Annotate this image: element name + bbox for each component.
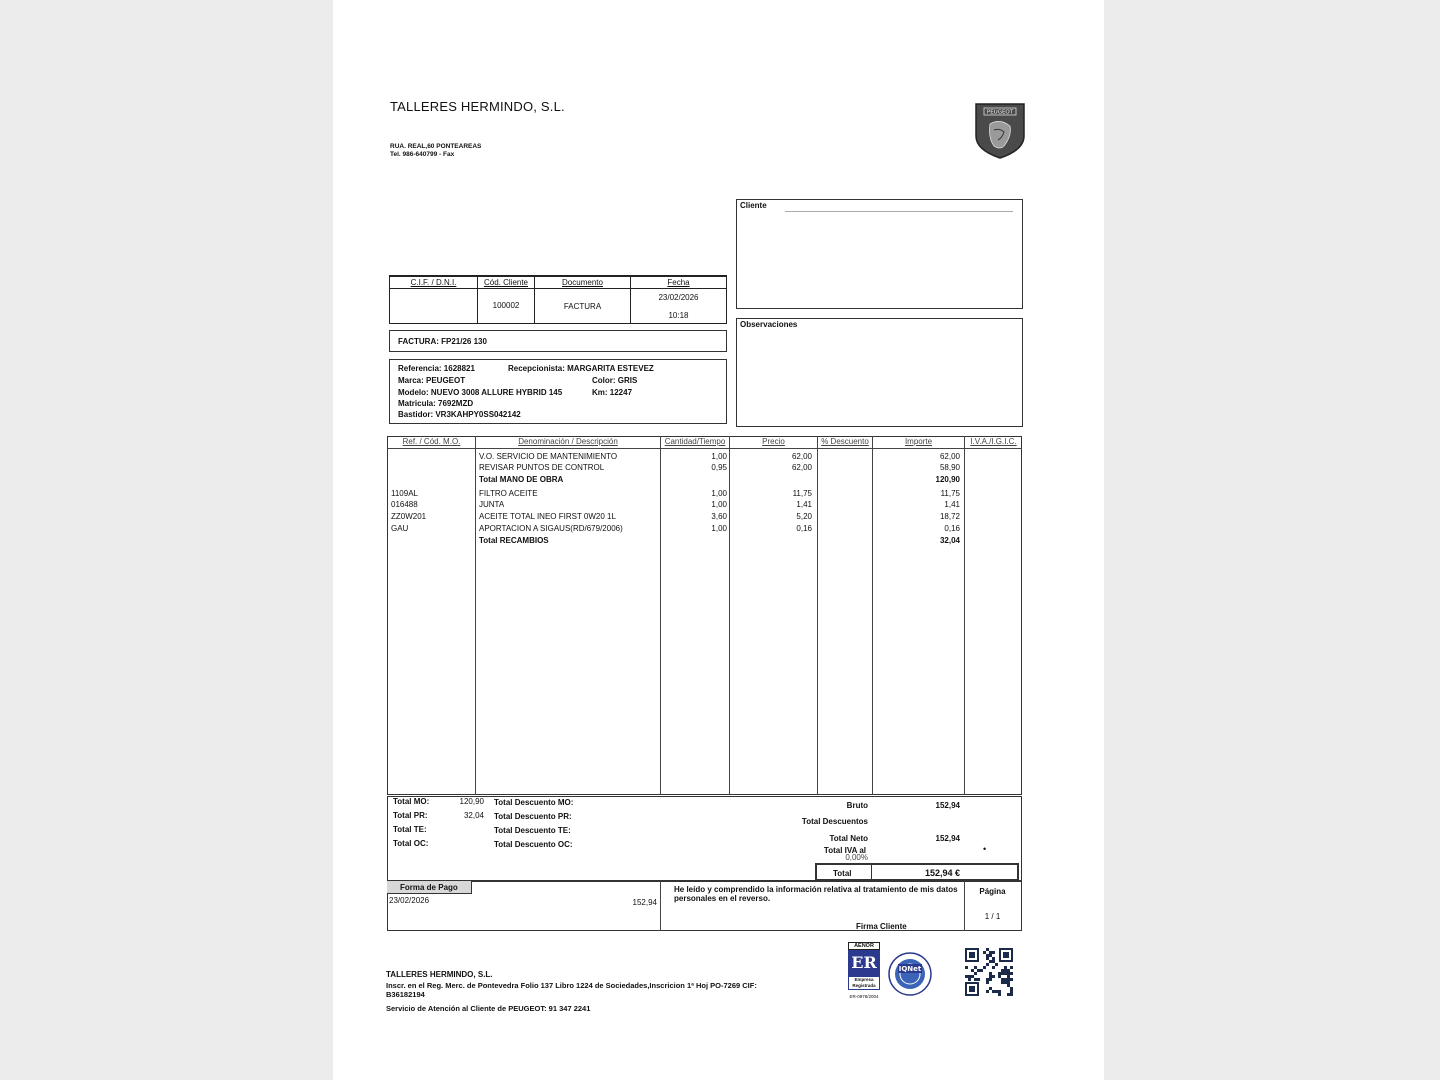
client-label: Cliente — [740, 201, 767, 210]
cell-desc: Total RECAMBIOS — [479, 536, 549, 545]
cell-ref: 1109AL — [391, 489, 418, 498]
footer-company: TALLERES HERMINDO, S.L. — [386, 970, 493, 979]
document-type-value: FACTURA — [563, 302, 602, 311]
client-box — [736, 199, 1023, 309]
signature-label: Firma Cliente — [856, 922, 907, 931]
total-discount-label: Total Descuento TE: — [494, 826, 571, 835]
total-line-label: Total PR: — [393, 811, 428, 820]
logo-text: PEUGEOT — [986, 109, 1014, 116]
payment-label: Forma de Pago — [400, 883, 458, 892]
invoice-number: FACTURA: FP21/26 130 — [398, 337, 487, 346]
mark: • — [983, 844, 987, 854]
gross-label: Bruto — [846, 801, 868, 810]
total-discount-label: Total Descuento PR: — [494, 812, 572, 821]
cell-qty: 0,95 — [711, 463, 727, 472]
cell-amount: 58,90 — [939, 463, 960, 472]
cell-qty: 1,00 — [711, 452, 727, 461]
cell-amount: 32,04 — [939, 536, 960, 545]
cell-desc: APORTACION A SIGAUS(RD/679/2006) — [479, 524, 623, 533]
cell-disc — [818, 511, 870, 522]
cell-amount: 11,75 — [940, 489, 960, 498]
iqnet-certification-badge — [888, 952, 932, 996]
observations-box — [736, 318, 1023, 427]
total-discount-label: Total Descuento MO: — [494, 798, 574, 807]
color: Color: GRIS — [592, 376, 638, 385]
vat-percent: 0,00% — [845, 853, 868, 862]
col-header-price: Precio — [762, 437, 785, 446]
cell-desc: JUNTA — [479, 500, 505, 509]
net-label: Total Neto — [829, 834, 868, 843]
cell-ref — [391, 474, 473, 485]
gross-value: 152,94 — [935, 801, 960, 810]
vat-label: Total IVA al — [823, 846, 866, 855]
page-number: 1 / 1 — [984, 912, 1001, 921]
cell-ref — [391, 451, 473, 462]
cell-disc — [818, 523, 870, 534]
aenor-certification-badge — [848, 942, 880, 1012]
col-header-amount: Importe — [904, 437, 933, 446]
cell-amount: 120,90 — [935, 475, 960, 484]
total-box — [815, 863, 1019, 881]
customer-service: Servicio de Atención al Cliente de PEUGEOT: 91 347 2241 — [386, 1004, 591, 1013]
client-name-line — [785, 211, 1013, 212]
date-cell — [631, 277, 726, 323]
document-type-header: Documento — [562, 278, 603, 287]
cell-price: 1,41 — [796, 500, 812, 509]
total-line-label: Total TE: — [393, 825, 427, 834]
er-code: ER-0978/2004 — [849, 994, 879, 999]
cell-ref: GAU — [391, 524, 409, 533]
col-header-vat: I.V.A./I.G.I.C. — [970, 437, 1017, 446]
km: Km: 12247 — [592, 388, 633, 397]
cell-price: 5,20 — [796, 512, 812, 521]
cell-qty — [662, 535, 727, 546]
cell-ref — [391, 535, 473, 546]
cell-qty — [662, 474, 727, 485]
address-line: RUA. REAL,60 PONTEAREAS — [390, 143, 482, 150]
footer-registry: Inscr. en el Reg. Merc. de Pontevedra Folio 137 Libro 1224 de Sociedades,Inscricion 1ª Hoj PO-7269 CIF: B36182194 — [386, 981, 757, 999]
vin: Bastidor: VR3KAHPY0SS042142 — [398, 410, 521, 419]
total-discount-label: Total Descuento OC: — [494, 840, 573, 849]
payment-date: 23/02/2026 — [389, 896, 430, 905]
col-divider — [475, 436, 476, 795]
er-caption: Empresa Registrada — [848, 976, 880, 990]
cell-disc — [818, 451, 870, 462]
total-label: Total — [833, 869, 852, 878]
model: Modelo: NUEVO 3008 ALLURE HYBRID 145 — [398, 388, 563, 397]
col-header-discount: % Descuento — [821, 437, 869, 446]
client-code-cell — [478, 277, 535, 323]
total-line-label: Total OC: — [393, 839, 429, 848]
cell-qty: 1,00 — [711, 489, 727, 498]
cell-qty: 1,00 — [711, 500, 727, 509]
time-value: 10:18 — [668, 311, 689, 320]
cell-qty: 1,00 — [711, 524, 727, 533]
plate: Matricula: 7692MZD — [398, 399, 474, 408]
cell-disc — [818, 462, 870, 473]
privacy-notice: He leído y comprendido la información relativa al tratamiento de mis datos personales en el reverso. — [674, 885, 958, 903]
cell-price: 11,75 — [792, 489, 812, 498]
qr-code[interactable] — [965, 948, 1013, 996]
col-divider — [660, 436, 661, 795]
total-value: 152,94 € — [924, 868, 960, 878]
receptionist: Recepcionista: MARGARITA ESTEVEZ — [508, 364, 654, 373]
cell-price — [730, 535, 812, 546]
er-text: ER — [848, 950, 880, 976]
date-header: Fecha — [667, 278, 690, 287]
vehicle-info-box — [389, 359, 727, 424]
cif-cell — [390, 277, 478, 323]
peugeot-logo — [972, 102, 1028, 160]
cell-price: 62,00 — [791, 452, 812, 461]
company-address — [390, 143, 481, 159]
page-label: Página — [979, 887, 1006, 896]
iqnet-text: IQNet — [898, 965, 922, 973]
cell-amount: 18,72 — [939, 512, 960, 521]
cell-desc: ACEITE TOTAL INEO FIRST 0W20 1L — [479, 512, 616, 521]
cif-header: C.I.F. / D.N.I. — [410, 278, 457, 287]
total-line-label: Total MO: — [393, 797, 430, 806]
payment-divider — [660, 881, 661, 931]
cell-disc — [818, 535, 870, 546]
cell-desc: FILTRO ACEITE — [479, 489, 538, 498]
cell-qty: 3,60 — [711, 512, 727, 521]
col-header-ref: Ref. / Cód. M.O. — [402, 437, 461, 446]
cell-price: 0,16 — [796, 524, 812, 533]
cell-desc: V.O. SERVICIO DE MANTENIMIENTO — [479, 452, 618, 461]
cell-disc — [818, 488, 870, 499]
cell-disc — [818, 474, 870, 485]
total-line-value: 120,90 — [459, 797, 484, 806]
brand: Marca: PEUGEOT — [398, 376, 466, 385]
cell-desc: Total MANO DE OBRA — [479, 475, 564, 484]
client-code-header: Cód. Cliente — [483, 278, 529, 287]
cell-ref: ZZ0W201 — [391, 512, 427, 521]
observations-label: Observaciones — [740, 320, 798, 329]
col-divider — [964, 436, 965, 795]
invoice-number-box — [389, 330, 727, 352]
discounts-label: Total Descuentos — [801, 817, 868, 826]
cell-amount: 0,16 — [944, 524, 960, 533]
cell-ref: 016488 — [391, 500, 418, 509]
reference: Referencia: 1628821 — [398, 364, 475, 373]
payment-amount: 152,94 — [632, 898, 657, 907]
header-divider — [390, 288, 726, 289]
col-header-qty: Cantidad/Tiempo — [664, 437, 726, 446]
client-code-value: 100002 — [492, 301, 520, 310]
cell-amount: 1,41 — [944, 500, 960, 509]
total-line-value: 32,04 — [463, 811, 484, 820]
date-value: 23/02/2026 — [658, 293, 699, 302]
cell-price — [730, 474, 812, 485]
cell-amount: 62,00 — [939, 452, 960, 461]
document-info-table — [389, 275, 727, 324]
cell-desc: REVISAR PUNTOS DE CONTROL — [479, 463, 605, 472]
net-value: 152,94 — [935, 834, 960, 843]
phone-line: Tel. 986-640799 - Fax — [390, 151, 455, 158]
cell-ref — [391, 462, 473, 473]
cell-price: 62,00 — [791, 463, 812, 472]
col-header-desc: Denominación / Descripción — [518, 437, 618, 446]
aenor-text: AENOR — [848, 942, 880, 950]
company-name: TALLERES HERMINDO, S.L. — [390, 99, 565, 114]
document-type-cell — [535, 277, 631, 323]
cell-disc — [818, 499, 870, 510]
